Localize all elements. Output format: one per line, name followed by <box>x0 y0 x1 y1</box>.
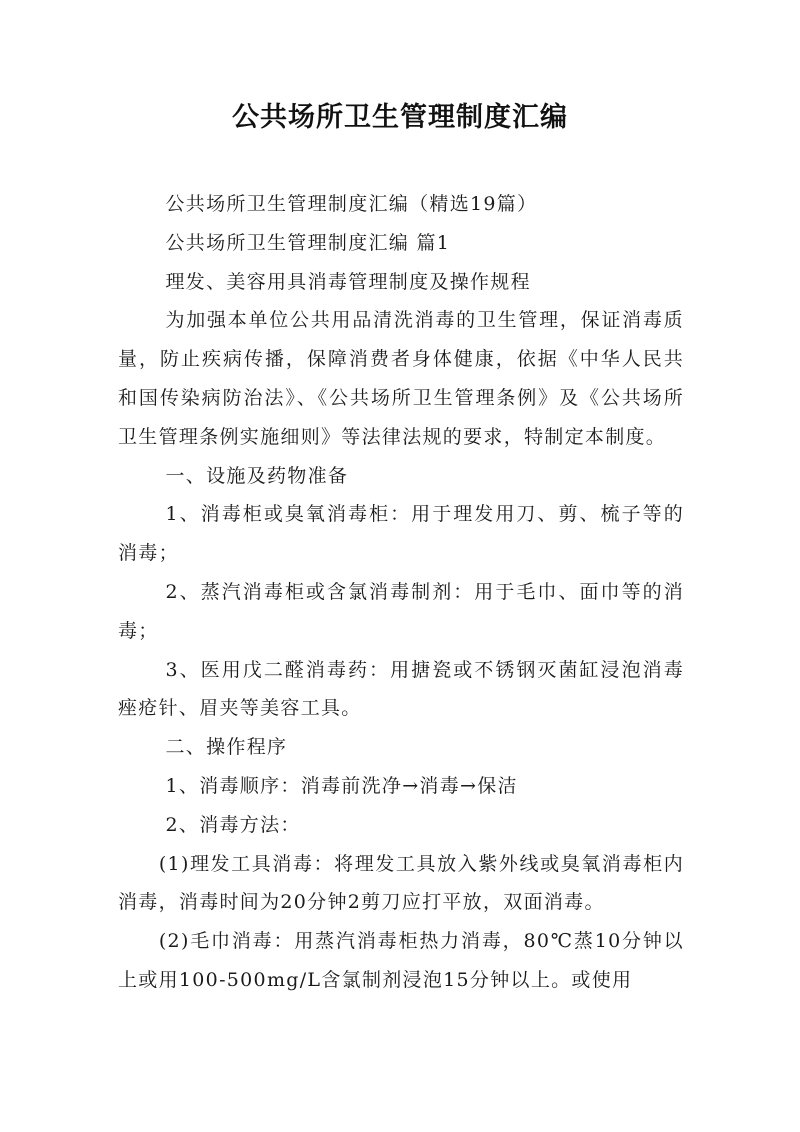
paragraph-item-2: 2、蒸汽消毒柜或含氯消毒制剂：用于毛巾、面巾等的消毒； <box>118 580 684 642</box>
paragraph-collection-heading: 公共场所卫生管理制度汇编（精选19篇） <box>165 193 538 215</box>
document-body <box>118 185 684 1000</box>
paragraph-procedure-method: 2、消毒方法： <box>165 813 301 836</box>
paragraph-item-1: 1、消毒柜或臭氧消毒柜：用于理发用刀、剪、梳子等的消毒； <box>118 503 684 565</box>
paragraph-heading-preparation: 一、设施及药物准备 <box>165 464 349 487</box>
paragraph-regulation-title: 理发、美容用具消毒管理制度及操作规程 <box>165 270 531 293</box>
paragraph-method-towels: (2)毛巾消毒：用蒸汽消毒柜热力消毒，80℃蒸10分钟以上或用100-500mg/L含氯制剂浸泡15分钟以上。或使用 <box>118 930 684 991</box>
paragraph-introduction: 为加强本单位公共用品清洗消毒的卫生管理，保证消毒质量，防止疾病传播，保障消费者身体健康，依据《中华人民共和国传染病防治法》、《公共场所卫生管理条例》及《公共场所卫生管理条例实施细则》等法律法规的要求，特制定本制度。 <box>118 309 684 448</box>
paragraph-item-3: 3、医用戊二醛消毒药：用搪瓷或不锈钢灭菌缸浸泡消毒痤疮针、眉夹等美容工具。 <box>118 658 684 720</box>
paragraph-procedure-order: 1、消毒顺序：消毒前洗净→消毒→保洁 <box>165 774 518 797</box>
paragraph-section-heading: 公共场所卫生管理制度汇编 篇1 <box>165 231 451 254</box>
document-title: 公共场所卫生管理制度汇编 <box>232 102 568 133</box>
paragraph-heading-procedure: 二、操作程序 <box>165 736 288 759</box>
paragraph-method-tools: (1)理发工具消毒：将理发工具放入紫外线或臭氧消毒柜内消毒，消毒时间为20分钟2剪刀应打平放，双面消毒。 <box>118 852 684 914</box>
